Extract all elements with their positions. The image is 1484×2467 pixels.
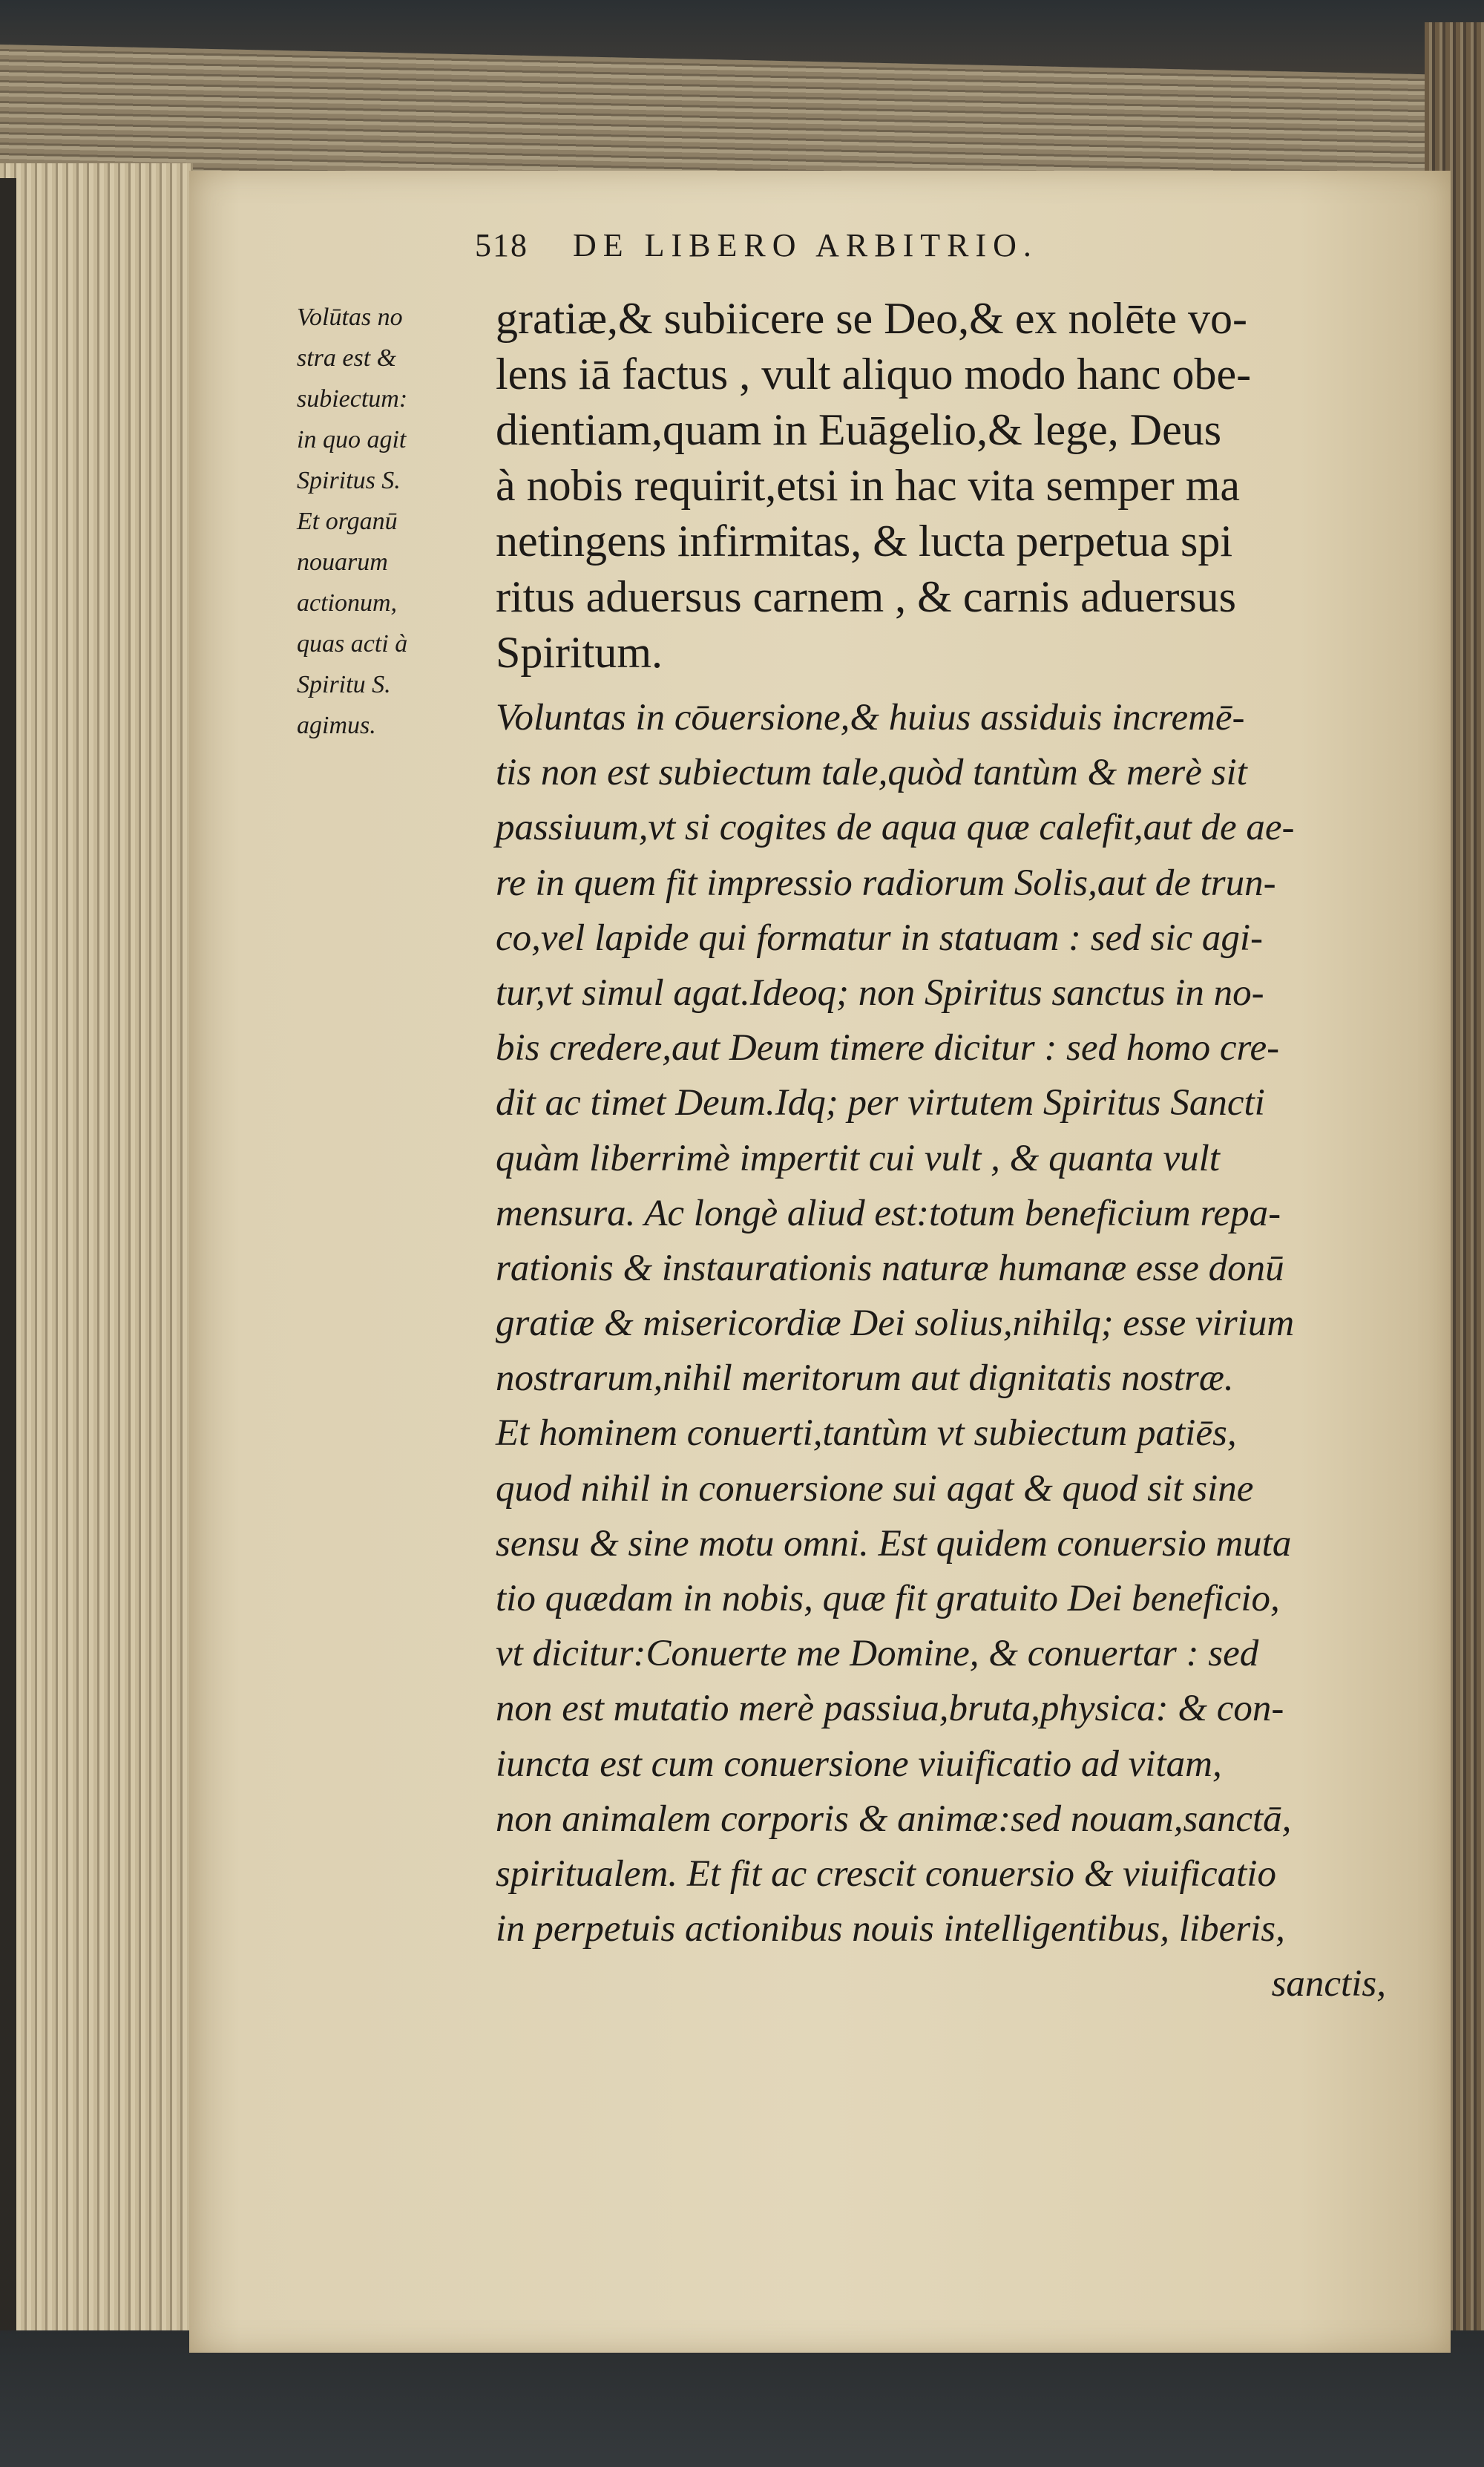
left-page-leaves [0,163,193,2390]
text-line: Et hominem conuerti,tantùm vt subiectum patiēs, [496,1412,1237,1455]
margin-note-line: in quo agit [297,426,407,453]
text-line: non animalem corporis & animæ:sed nouam,sanctā, [496,1798,1292,1840]
margin-note-line: Spiritus S. [297,467,401,494]
catchword: sanctis, [1271,1963,1386,2005]
text-line: vt dicitur:Conuerte me Domine, & conuertar : sed [496,1633,1259,1675]
text-line: spiritualem. Et fit ac crescit conuersio & viuificatio [496,1852,1276,1895]
book-cover-edge [0,178,16,2368]
page-number: 518 [475,227,528,263]
text-line: dientiam,quam in Euāgelio,& lege, Deus [496,405,1222,454]
margin-note-line: actionum, [297,589,398,617]
text-line: non est mutatio merè passiua,bruta,physica: & con- [496,1688,1284,1730]
text-line: passiuum,vt si cogites de aqua quæ calefit,aut de ae- [496,807,1295,849]
text-line: sensu & sine motu omni. Est quidem conuersio muta [496,1522,1292,1565]
body-text-roman [496,291,1416,681]
margin-note-line: subiectum: [297,385,408,413]
text-line: lens iā factus , vult aliquo modo hanc obe- [496,350,1252,399]
text-line: iuncta est cum conuersione viuificatio ad vitam, [496,1743,1222,1785]
text-line: tur,vt simul agat.Ideoq; non Spiritus sanctus in no- [496,972,1264,1014]
text-line: Spiritum. [496,628,663,677]
text-line: quàm liberrimè impertit cui vult , & quanta vult [496,1137,1220,1179]
text-line: tis non est subiectum tale,quòd tantùm & merè sit [496,752,1247,794]
text-line: gratiæ & misericordiæ Dei solius,nihilq; esse virium [496,1303,1295,1345]
text-line: mensura. Ac longè aliud est:totum beneficium repa- [496,1192,1281,1234]
body-text-italic [496,690,1416,2012]
text-line: co,vel lapide qui formatur in statuam : sed sic agi- [496,917,1264,959]
text-line: tio quædam in nobis, quæ fit gratuito Dei beneficio, [496,1578,1280,1619]
margin-note-line: stra est & [297,344,397,372]
margin-note-line: Et organū [297,508,398,535]
margin-note-line: nouarum [297,548,388,576]
text-line: nostrarum,nihil meritorum aut dignitatis nostræ. [496,1357,1234,1400]
text-line: ritus aduersus carnem , & carnis aduersus [496,572,1237,621]
margin-note-line: Volūtas no [297,304,403,331]
text-line: gratiæ,& subiicere se Deo,& ex nolēte vo- [496,294,1248,343]
text-line: netingens infirmitas, & lucta perpetua spi [496,517,1233,566]
text-line: dit ac timet Deum.Idq; per virtutem Spiritus Sancti [496,1082,1265,1124]
running-header [475,226,1291,286]
text-line: in perpetuis actionibus nouis intelligentibus, liberis, [496,1908,1285,1950]
text-line: rationis & instaurationis naturæ humanæ esse donū [496,1247,1284,1289]
margin-note-line: Spiritu S. [297,671,391,698]
running-title: DE LIBERO ARBITRIO. [573,227,1038,263]
text-line: Voluntas in cōuersione,& huius assiduis incremē- [496,697,1245,738]
text-line: à nobis requirit,etsi in hac vita semper ma [496,461,1241,510]
text-line: bis credere,aut Deum timere dicitur : sed homo cre- [496,1027,1280,1069]
margin-note-line: quas acti à [297,630,408,658]
text-line: re in quem fit impressio radiorum Solis,aut de trun- [496,862,1276,904]
margin-note-line: agimus. [297,712,376,739]
text-line: quod nihil in conuersione sui agat & quod sit sine [496,1467,1254,1510]
margin-note [297,297,501,746]
